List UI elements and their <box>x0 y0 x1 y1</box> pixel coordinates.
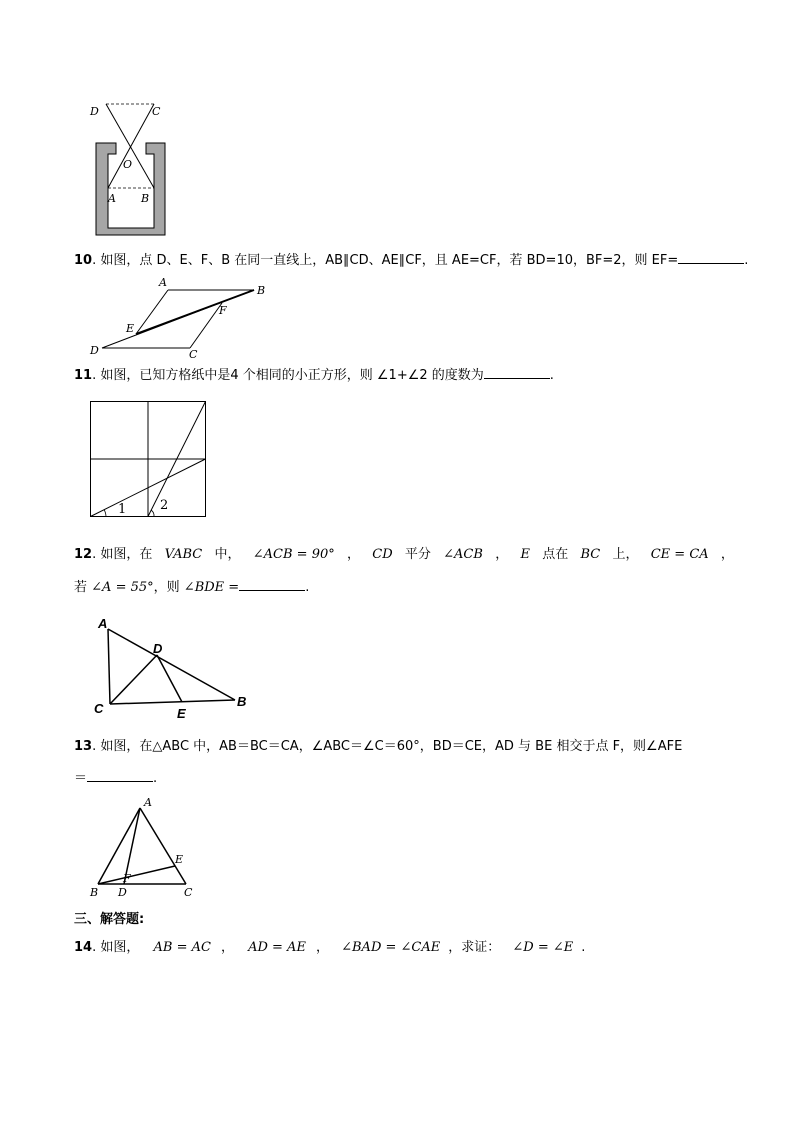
line-ac <box>108 629 110 704</box>
comma: ， <box>495 547 509 562</box>
question-end: . <box>153 771 158 786</box>
comma: ， <box>347 547 361 562</box>
question-13 <box>74 738 682 756</box>
equals-sign: ＝ <box>74 771 88 786</box>
comma: ， <box>315 940 329 955</box>
question-11 <box>74 366 554 385</box>
label-o: O <box>123 158 133 171</box>
line-ab <box>108 629 235 700</box>
question-12-line2 <box>74 578 309 597</box>
math-angle-bad-cae: ∠BAD = ∠CAE <box>341 940 441 955</box>
label-f: F <box>219 304 227 317</box>
text-on: 上， <box>612 547 639 562</box>
figure-q11 <box>88 399 210 521</box>
line-be <box>98 866 175 884</box>
label-d: D <box>90 344 99 357</box>
question-number: 10 <box>74 253 93 268</box>
line-de <box>157 655 182 702</box>
label-a: A <box>159 276 167 289</box>
comma: ， <box>220 940 234 955</box>
label-c: C <box>184 886 193 899</box>
label-d: D <box>90 105 99 118</box>
question-text: . 如图，在 <box>92 547 153 562</box>
question-text: . 如图，点 D、E、F、B 在同一直线上，AB∥CD、AE∥CF，且 AE=CF，若 BD=10，BF=2，则 EF= <box>92 253 679 268</box>
figure-q13 <box>86 794 198 900</box>
label-e: E <box>175 853 184 866</box>
label-c: C <box>94 701 104 716</box>
math-bc: BC <box>580 547 601 562</box>
question-12 <box>74 546 734 564</box>
label-b: B <box>237 694 247 709</box>
label-angle2: 2 <box>160 498 169 513</box>
question-10 <box>74 251 748 270</box>
math-ad-ae: AD = AE <box>248 940 306 955</box>
label-c: C <box>189 348 198 360</box>
label-a: A <box>144 796 152 809</box>
question-text: . 如图，在△ABC 中，AB＝BC＝CA，∠ABC＝∠C＝60°，BD＝CE，AD 与 BE 相交于点 F，则∠AFE <box>92 739 683 754</box>
label-e: E <box>177 706 186 721</box>
math-e: E <box>520 547 530 562</box>
label-b: B <box>141 192 150 205</box>
math-angle-a-55: ∠A = 55° <box>91 580 154 595</box>
math-angle-d-e: ∠D = ∠E <box>512 940 574 955</box>
line-ab <box>98 808 140 884</box>
math-cd: CD <box>372 547 393 562</box>
question-number: 13 <box>74 739 93 754</box>
text-if: 若 <box>74 580 88 595</box>
label-f: F <box>123 872 131 885</box>
answer-blank[interactable] <box>87 769 153 782</box>
label-c: C <box>152 105 161 118</box>
label-angle1: 1 <box>118 502 127 517</box>
label-d: D <box>118 886 127 899</box>
figure-q10 <box>86 276 276 360</box>
label-d: D <box>153 641 163 656</box>
arc-angle2 <box>151 510 154 517</box>
text-in: 中， <box>214 547 241 562</box>
question-14 <box>74 939 585 957</box>
text-then: ，则 <box>153 580 180 595</box>
question-text: . 如图，已知方格纸中是4 个相同的小正方形，则 ∠1+∠2 的度数为 <box>92 368 484 383</box>
section-heading: 三、解答题: <box>74 912 145 927</box>
figure-q12 <box>90 612 254 724</box>
answer-blank[interactable] <box>239 578 305 591</box>
math-angle-acb: ∠ACB <box>443 547 483 562</box>
math-ab-ac: AB = AC <box>153 940 211 955</box>
comma: ， <box>720 547 734 562</box>
question-number: 11 <box>74 368 93 383</box>
text-point-on: 点在 <box>542 547 569 562</box>
math-angle-acb-90: ∠ACB = 90° <box>252 547 335 562</box>
label-a: A <box>98 616 108 631</box>
text-bisects: 平分 <box>404 547 431 562</box>
label-e: E <box>126 322 135 335</box>
question-number: 14 <box>74 940 93 955</box>
question-13-line2 <box>74 769 157 788</box>
math-triangle-abc: VABC <box>164 547 203 562</box>
u-frame <box>96 143 165 235</box>
question-end: . <box>581 940 586 955</box>
label-b: B <box>90 886 99 899</box>
question-end: . <box>305 580 310 595</box>
text-prove: ，求证： <box>448 940 501 955</box>
label-b: B <box>257 284 266 297</box>
arc-angle1 <box>104 510 106 517</box>
answer-blank[interactable] <box>678 251 744 264</box>
line-cb <box>110 700 235 704</box>
label-a: A <box>108 192 116 205</box>
question-end: . <box>744 253 749 268</box>
figure-q9 <box>86 98 176 240</box>
line-cd <box>110 655 157 704</box>
math-ce-ca: CE = CA <box>650 547 709 562</box>
math-angle-bde: ∠BDE = <box>183 580 240 595</box>
line-fc <box>190 303 222 348</box>
question-number: 12 <box>74 547 93 562</box>
question-text: . 如图， <box>92 940 140 955</box>
question-end: . <box>549 368 554 383</box>
answer-blank[interactable] <box>484 366 550 379</box>
line-eb <box>136 290 254 334</box>
